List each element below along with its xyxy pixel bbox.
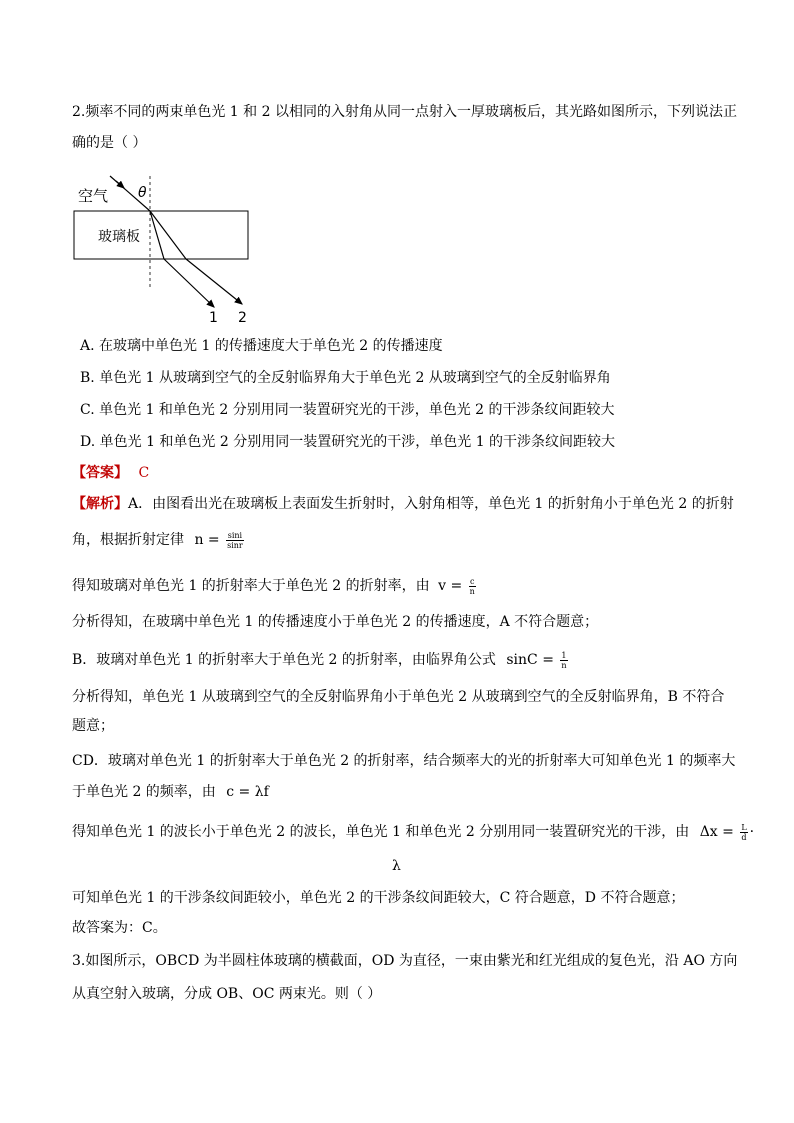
option-a: A. 在玻璃中单色光 1 的传播速度大于单色光 2 的传播速度 — [80, 338, 443, 354]
analysis-line8: CD．玻璃对单色光 1 的折射率大于单色光 2 的折射率，结合频率大的光的折射率大可知单色光 1 的频率大 — [72, 753, 736, 769]
theta-label: θ — [138, 185, 147, 201]
ray-2-label: 2 — [238, 310, 247, 326]
frac-denominator: n — [469, 586, 475, 596]
analysis-line10 — [72, 822, 754, 842]
analysis-line3 — [72, 576, 478, 596]
answer-tag: 【答案】 — [72, 465, 128, 481]
multiply-dot: · — [749, 824, 755, 840]
answer-value: C — [138, 465, 150, 481]
analysis-tag: 【解析】 — [72, 496, 128, 512]
frac-denominator: d — [741, 832, 747, 842]
analysis-line7: 题意； — [72, 718, 114, 734]
frac-numerator: L — [741, 822, 747, 832]
refracted-ray-2 — [150, 211, 186, 259]
fringe-fraction — [740, 823, 747, 842]
answer-line — [72, 463, 149, 483]
analysis-text-5: B．玻璃对单色光 1 的折射率大于单色光 2 的折射率，由临界角公式 — [72, 652, 496, 668]
analysis-text-3: 得知玻璃对单色光 1 的折射率大于单色光 2 的折射率，由 — [72, 578, 430, 594]
analysis-line9 — [72, 782, 269, 802]
q3-stem-line2: 从真空射入玻璃，分成 OB、OC 两束光。则（ ） — [72, 986, 382, 1002]
frac-denominator: sinr — [227, 540, 243, 550]
option-d: D. 单色光 1 和单色光 2 分别用同一装置研究光的干涉，单色光 1 的干涉条纹间距较大 — [80, 434, 616, 450]
analysis-text-10: 得知单色光 1 的波长小于单色光 2 的波长，单色光 1 和单色光 2 分别用同一装置研究光的干涉，由 — [72, 824, 690, 840]
analysis-text-9: 于单色光 2 的频率，由 — [72, 784, 216, 800]
analysis-line4: 分析得知，在玻璃中单色光 1 的传播速度小于单色光 2 的传播速度，A 不符合题意； — [72, 614, 599, 630]
refraction-figure — [68, 168, 258, 328]
analysis-line2 — [72, 530, 246, 550]
speed-fraction — [469, 577, 476, 596]
analysis-line13: 故答案为：C。 — [72, 920, 167, 936]
analysis-line12: 可知单色光 1 的干涉条纹间距较小，单色光 2 的干涉条纹间距较大，C 符合题意，D 不符合题意； — [72, 890, 685, 906]
analysis-text-2: 角，根据折射定律 — [72, 532, 184, 548]
critical-angle-eq: sinC = — [506, 652, 554, 668]
frac-numerator: sini — [227, 530, 243, 540]
option-c: C. 单色光 1 和单色光 2 分别用同一装置研究光的干涉，单色光 2 的干涉条纹间距较大 — [80, 402, 615, 418]
frac-numerator: c — [469, 576, 475, 586]
option-b: B. 单色光 1 从玻璃到空气的全反射临界角大于单色光 2 从玻璃到空气的全反射临界角 — [80, 370, 611, 386]
refracted-ray-1 — [150, 211, 164, 259]
emergent-ray-1 — [164, 259, 214, 307]
refraction-law-fraction — [226, 531, 244, 550]
speed-eq: v = — [438, 578, 463, 594]
q2-stem-line1: 2.频率不同的两束单色光 1 和 2 以相同的入射角从同一点射入一厚玻璃板后，其光路如图所示，下列说法正 — [72, 104, 737, 120]
analysis-line5 — [72, 650, 570, 670]
frac-denominator: n — [561, 660, 567, 670]
analysis-line1 — [72, 494, 734, 514]
glass-label: 玻璃板 — [98, 229, 140, 245]
analysis-line6: 分析得知，单色光 1 从玻璃到空气的全反射临界角小于单色光 2 从玻璃到空气的全反射临界角，B 不符合 — [72, 689, 725, 705]
fringe-eq: Δx = — [699, 824, 734, 840]
refraction-law-eq: n = — [194, 532, 220, 548]
emergent-ray-2 — [186, 259, 242, 304]
analysis-text-1: A．由图看出光在玻璃板上表面发生折射时，入射角相等，单色光 1 的折射角小于单色光 2 的折射 — [128, 496, 734, 512]
q2-stem-line2: 确的是（ ） — [72, 135, 147, 151]
ray-1-label: 1 — [209, 310, 218, 326]
frac-numerator: 1 — [561, 650, 567, 660]
air-label: 空气 — [78, 187, 109, 205]
analysis-line11: λ — [392, 858, 401, 874]
wave-eq: c = λf — [226, 784, 269, 800]
q3-stem-line1: 3.如图所示，OBCD 为半圆柱体玻璃的横截面，OD 为直径，一束由紫光和红光组成的复色光，沿 AO 方向 — [72, 953, 738, 969]
critical-angle-fraction — [560, 651, 567, 670]
